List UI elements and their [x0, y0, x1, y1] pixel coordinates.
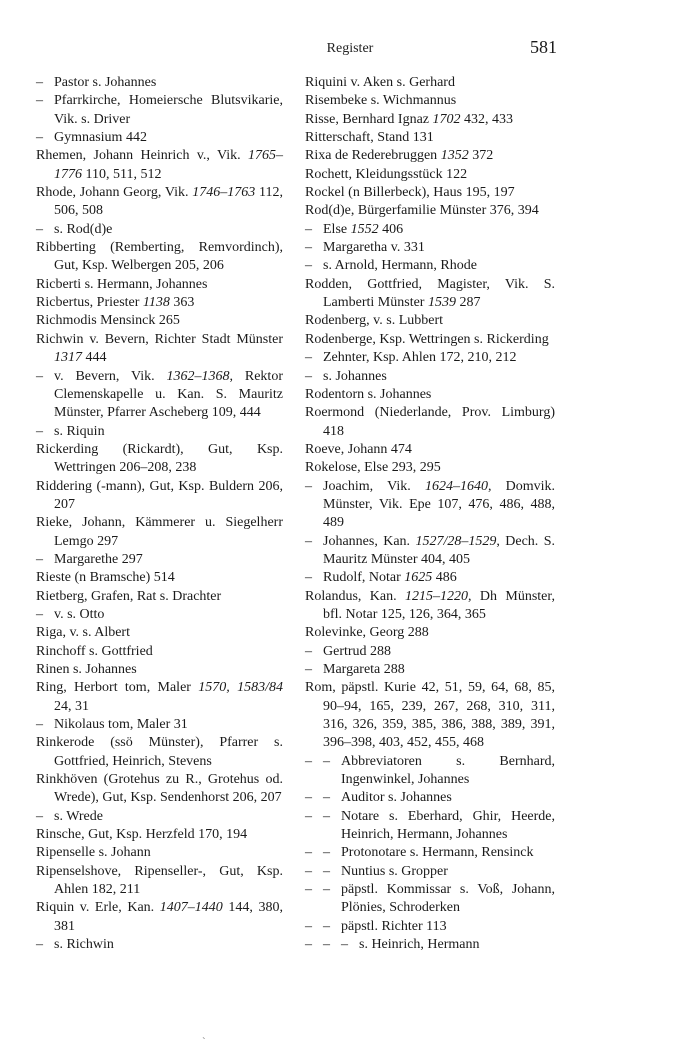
entry-text: s. Johannes — [323, 368, 387, 384]
entry-text: Ricbertus, Priester — [36, 295, 143, 311]
index-subentry — [305, 918, 555, 936]
index-entry — [36, 514, 283, 551]
entry-text: s. Arnold, Hermann, Rhode — [323, 258, 477, 274]
index-subentry — [305, 478, 555, 533]
entry-text: Riquini v. Aken s. Gerhard — [305, 75, 455, 90]
entry-text: Ricberti s. Hermann, Johannes — [36, 276, 208, 292]
index-column-left — [36, 74, 283, 955]
entry-text: Ring, Herbort tom, Maler — [36, 680, 199, 696]
entry-date: 1527/28–1529 — [415, 533, 497, 549]
index-entry — [305, 111, 555, 129]
index-entry — [36, 844, 283, 862]
entry-text: Rom, päpstl. Kurie 42, 51, 59, 64, 68, 85, 90–94, 165, 239, 267, 268, 310, 311, 316, 326, 359, 385, 386, 388, 389, 391, 396–398, 403, 452, 455, 468 — [305, 680, 555, 751]
entry-text: Riga, v. s. Albert — [36, 625, 130, 641]
index-entry — [36, 312, 283, 330]
repeat-dash: – — [36, 717, 43, 733]
entry-text: Roeve, Johann 474 — [305, 441, 412, 457]
entry-text: Rokelose, Else 293, 295 — [305, 460, 441, 476]
entry-text: , Dech. S. Mauritz Münster 404, 405 — [323, 533, 555, 567]
index-subentry — [305, 661, 555, 679]
index-entry — [305, 166, 555, 184]
index-entry — [305, 624, 555, 642]
entry-text: Rinkhöven (Grotehus zu R., Grotehus od. Wrede), Gut, Ksp. Sendenhorst 206, 207 — [36, 772, 283, 806]
index-entry — [305, 129, 555, 147]
entry-text: 112, 506, 508 — [54, 185, 283, 219]
index-subentry — [305, 569, 555, 587]
index-subentry — [305, 863, 555, 881]
entry-text: Riquin v. Erle, Kan. — [36, 900, 160, 916]
repeat-dash: – — [305, 350, 312, 366]
repeat-dash: – — [305, 662, 312, 677]
entry-text: s. Richwin — [54, 937, 114, 953]
index-subentry — [305, 239, 555, 257]
entry-text: Rod(d)e, Bürgerfamilie Münster 376, 394 — [305, 203, 539, 219]
repeat-dash: – — [305, 258, 312, 274]
index-subentry — [305, 349, 555, 367]
index-subentry — [36, 551, 283, 569]
entry-text: 110, 511, 512 — [82, 166, 162, 182]
index-entry — [36, 771, 283, 808]
entry-text: Rodenberg, v. s. Lubbert — [305, 313, 444, 329]
repeat-dash: – — [323, 753, 330, 769]
entry-text: 363 — [169, 295, 195, 311]
running-title: Register — [326, 41, 374, 56]
index-entry — [36, 624, 283, 642]
repeat-dash: – — [36, 130, 43, 146]
repeat-dash: – — [36, 937, 43, 953]
entry-text: Rickerding (Rickardt), Gut, Ksp. Wettringen 206–208, 238 — [36, 441, 283, 476]
index-entry — [36, 661, 283, 679]
entry-text: Joachim, Vik. — [323, 478, 425, 494]
entry-text: s. Wrede — [54, 808, 103, 824]
entry-text: Else — [323, 221, 351, 237]
repeat-dash: – — [305, 570, 312, 586]
entry-text: päpstl. Richter 113 — [341, 918, 447, 934]
index-subentry — [305, 221, 555, 239]
entry-text: Rolevinke, Georg 288 — [305, 625, 429, 641]
entry-text: 444 — [82, 350, 107, 366]
index-subentry — [36, 808, 283, 826]
entry-date: 1362–1368 — [166, 368, 230, 384]
index-entry — [305, 92, 555, 110]
index-subentry — [36, 129, 283, 147]
index-entry — [36, 643, 283, 661]
repeat-dash: – — [305, 808, 312, 824]
entry-text: s. Riquin — [54, 423, 105, 439]
entry-text: Richwin v. Bevern, Richter Stadt Münster — [36, 331, 283, 347]
entry-text: Ripenselshove, Ripenseller-, Gut, Ksp. Ahlen 182, 211 — [36, 863, 283, 898]
entry-text: Rieste (n Bramsche) 514 — [36, 570, 175, 586]
entry-text: 24, 31 — [54, 698, 89, 714]
entry-text: Rockel (n Billerbeck), Haus 195, 197 — [305, 185, 515, 201]
index-entry — [36, 294, 283, 312]
entry-date: 1570, 1583/84 — [198, 680, 283, 696]
entry-text: Rinsche, Gut, Ksp. Herzfeld 170, 194 — [36, 827, 248, 843]
index-entry — [36, 826, 283, 844]
index-entry — [305, 312, 555, 330]
index-subentry — [36, 92, 283, 129]
index-subentry — [305, 533, 555, 570]
index-entry — [305, 679, 555, 752]
entry-text: Notare s. Eberhard, Ghir, Heerde, Heinrich, Hermann, Johannes — [341, 808, 555, 843]
repeat-dash: – — [305, 790, 312, 806]
index-entry — [305, 441, 555, 459]
repeat-dash: – — [36, 551, 43, 567]
entry-text: päpstl. Kommissar s. Voß, Johann, Plönies, Schroderken — [341, 882, 555, 916]
index-entry — [305, 386, 555, 404]
index-subentry — [36, 716, 283, 734]
index-subentry — [36, 221, 283, 239]
index-subentry — [305, 936, 555, 954]
repeat-dash: – — [305, 753, 312, 769]
index-entry — [305, 331, 555, 349]
entry-text: Nikolaus tom, Maler 31 — [54, 717, 188, 733]
entry-text: Rietberg, Grafen, Rat s. Drachter — [36, 588, 222, 604]
entry-date: 1215–1220 — [405, 588, 468, 604]
entry-date: 1407–1440 — [159, 900, 223, 916]
index-subentry — [305, 257, 555, 275]
repeat-dash: – — [323, 808, 330, 824]
repeat-dash: – — [305, 533, 312, 549]
entry-text: Rinkerode (ssö Münster), Pfarrer s. Gottfried, Heinrich, Stevens — [36, 735, 283, 769]
index-entry — [36, 863, 283, 900]
index-entry — [36, 478, 283, 515]
entry-date: 1539 — [427, 295, 456, 311]
index-entry — [36, 331, 283, 368]
repeat-dash: – — [305, 221, 312, 237]
index-entry — [305, 184, 555, 202]
entry-text: 406 — [378, 221, 404, 237]
repeat-dash: – — [323, 845, 330, 861]
entry-text: 144, 380, 381 — [54, 900, 283, 934]
repeat-dash: – — [341, 937, 348, 953]
entry-text: Ritterschaft, Stand 131 — [305, 130, 434, 146]
index-subentry — [36, 936, 283, 954]
index-subentry — [36, 74, 283, 92]
entry-text: , Domvik. Münster, Vik. Epe 107, 476, 486, 488, 489 — [323, 478, 556, 531]
index-subentry — [305, 881, 555, 918]
repeat-dash: – — [305, 918, 312, 934]
entry-text: Rixa de Rederebruggen — [305, 148, 441, 164]
entry-text: Gertrud 288 — [323, 643, 392, 659]
entry-text: Pastor s. Johannes — [54, 75, 157, 90]
entry-date: 1625 — [404, 570, 433, 586]
entry-date: 1765–1776 — [54, 148, 283, 182]
scan-mark: ` — [202, 1036, 206, 1048]
entry-text: Pfarrkirche, Homeiersche Blutsvikarie, Vik. s. Driver — [54, 93, 283, 127]
entry-date: 1317 — [54, 350, 82, 366]
entry-text: Risse, Bernhard Ignaz — [305, 111, 433, 127]
entry-date: 1746–1763 — [192, 185, 256, 201]
index-subentry — [305, 789, 555, 807]
entry-text: Risembeke s. Wichmannus — [305, 93, 457, 109]
index-subentry — [305, 808, 555, 845]
index-subentry — [36, 423, 283, 441]
index-entry — [36, 147, 283, 184]
entry-date: 1352 — [440, 148, 469, 164]
entry-text: Rhode, Johann Georg, Vik. — [36, 185, 193, 201]
entry-date: 1702 — [432, 111, 461, 127]
index-entry — [36, 569, 283, 587]
entry-text: Rochett, Kleidungsstück 122 — [305, 166, 468, 182]
entry-text: Protonotare s. Hermann, Rensinck — [341, 845, 534, 861]
repeat-dash: – — [323, 863, 330, 879]
index-subentry — [36, 606, 283, 624]
entry-text: 432, 433 — [460, 111, 514, 127]
entry-text: s. Rod(d)e — [54, 221, 113, 237]
entry-text: Rhemen, Johann Heinrich v., Vik. — [36, 148, 248, 164]
index-entry — [36, 276, 283, 294]
entry-text: , Dh Münster, bfl. Notar 125, 126, 364, 365 — [323, 588, 555, 622]
entry-text: Rieke, Johann, Kämmerer u. Siegelherr Lemgo 297 — [36, 515, 283, 549]
entry-date: 1552 — [350, 221, 379, 237]
repeat-dash: – — [36, 75, 43, 90]
entry-text: Rodenberge, Ksp. Wettringen s. Rickerding — [305, 331, 549, 347]
entry-text: 486 — [432, 570, 457, 586]
repeat-dash: – — [323, 882, 330, 898]
repeat-dash: – — [323, 937, 330, 953]
entry-date: 1138 — [142, 295, 170, 311]
repeat-dash: – — [36, 93, 43, 109]
entry-text: 372 — [468, 148, 494, 164]
entry-text: Abbreviatoren s. Bernhard, Ingenwinkel, Johannes — [341, 753, 555, 788]
entry-text: Rolandus, Kan. — [305, 588, 405, 604]
entry-date: 1624–1640 — [424, 478, 488, 494]
index-subentry — [36, 368, 283, 423]
entry-text: s. Heinrich, Hermann — [359, 937, 480, 953]
index-entry — [36, 588, 283, 606]
index-entry — [305, 276, 555, 313]
index-entry — [36, 734, 283, 771]
entry-text: Richmodis Mensinck 265 — [36, 313, 180, 329]
entry-text: Rudolf, Notar — [323, 570, 405, 586]
entry-text: Rodentorn s. Johannes — [305, 386, 432, 402]
entry-text: Nuntius s. Gropper — [341, 863, 448, 879]
entry-text: v. Bevern, Vik. — [54, 368, 167, 384]
index-entry — [36, 239, 283, 276]
repeat-dash: – — [36, 423, 43, 439]
repeat-dash: – — [305, 643, 312, 659]
repeat-dash: – — [323, 790, 330, 806]
index-subentry — [305, 368, 555, 386]
repeat-dash: – — [36, 221, 43, 237]
entry-text: Margareta 288 — [323, 662, 405, 677]
repeat-dash: – — [36, 808, 43, 824]
entry-text: Gymnasium 442 — [54, 130, 147, 146]
index-entry — [305, 202, 555, 220]
entry-text: Auditor s. Johannes — [341, 790, 452, 806]
entry-text: Rodden, Gottfried, Magister, Vik. S. Lamberti Münster — [305, 276, 555, 311]
repeat-dash: – — [36, 606, 43, 622]
entry-text: Rinchoff s. Gottfried — [36, 643, 153, 659]
repeat-dash: – — [305, 478, 312, 494]
entry-text: Margarethe 297 — [54, 551, 143, 567]
repeat-dash: – — [323, 918, 330, 934]
entry-text: 287 — [455, 295, 481, 311]
entry-text: Rinen s. Johannes — [36, 662, 137, 677]
page-header — [0, 0, 700, 70]
entry-text: Ribberting (Remberting, Remvordinch), Gut, Ksp. Welbergen 205, 206 — [36, 240, 283, 274]
entry-text: Roermond (Niederlande, Prov. Limburg) 418 — [305, 405, 555, 439]
index-subentry — [305, 643, 555, 661]
page-number: 581 — [530, 37, 557, 57]
index-entry — [305, 588, 555, 625]
repeat-dash: – — [305, 863, 312, 879]
index-entry — [305, 147, 555, 165]
index-entry — [36, 679, 283, 716]
repeat-dash: – — [305, 937, 312, 953]
repeat-dash: – — [305, 882, 312, 898]
entry-text: Riddering (-mann), Gut, Ksp. Buldern 206, 207 — [36, 478, 283, 512]
entry-text: v. s. Otto — [54, 606, 105, 622]
repeat-dash: – — [305, 845, 312, 861]
entry-text: Margaretha v. 331 — [323, 240, 425, 256]
repeat-dash: – — [305, 240, 312, 256]
index-entry — [36, 184, 283, 221]
index-entry — [36, 441, 283, 478]
index-entry — [305, 74, 555, 92]
repeat-dash: – — [305, 368, 312, 384]
index-column-right — [305, 74, 555, 955]
entry-text: , Rektor Clemenskapelle u. Kan. S. Mauritz Münster, Pfarrer Ascheberg 109, 444 — [54, 368, 283, 421]
entry-text: Johannes, Kan. — [323, 533, 416, 549]
index-subentry — [305, 753, 555, 790]
index-entry — [36, 899, 283, 936]
entry-text: Ripenselle s. Johann — [36, 845, 151, 861]
index-entry — [305, 404, 555, 441]
repeat-dash: – — [36, 368, 43, 384]
index-subentry — [305, 844, 555, 862]
entry-text: Zehnter, Ksp. Ahlen 172, 210, 212 — [323, 350, 517, 366]
index-entry — [305, 459, 555, 477]
